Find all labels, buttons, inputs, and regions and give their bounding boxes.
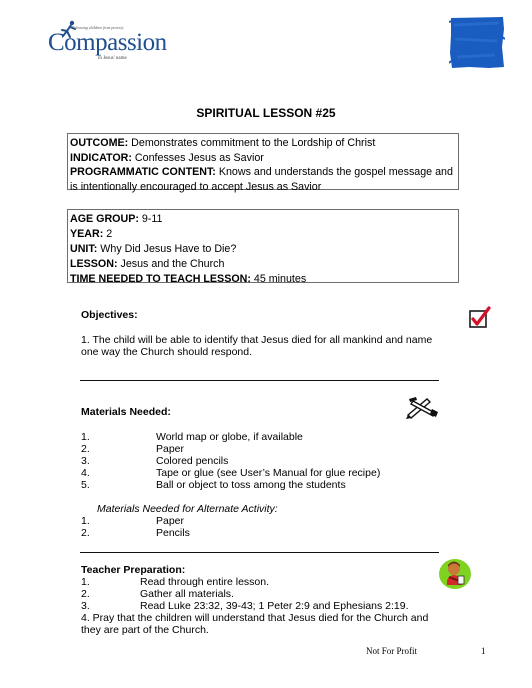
blue-paint-patch bbox=[449, 17, 505, 69]
age-group-value: 9-11 bbox=[138, 213, 163, 225]
outcome-label: OUTCOME: bbox=[70, 137, 129, 149]
programmatic-line bbox=[70, 165, 456, 180]
age-group-line bbox=[70, 212, 456, 227]
objectives-heading: Objectives: bbox=[81, 309, 138, 321]
outcome-box bbox=[67, 133, 459, 193]
item-text: Gather all materials. bbox=[140, 588, 234, 600]
teacher-item-4-line-1: 4. Pray that the children will understand that Jesus died for the Church and bbox=[81, 612, 429, 624]
teacher-avatar-icon bbox=[438, 558, 472, 590]
lesson-line bbox=[70, 257, 456, 272]
logo-tagline: Releasing children from poverty bbox=[72, 25, 124, 30]
indicator-line bbox=[70, 151, 456, 166]
programmatic-label: PROGRAMMATIC CONTENT: bbox=[70, 166, 216, 178]
programmatic-text: Knows and understands the gospel message and bbox=[215, 166, 453, 178]
age-group-label: AGE GROUP: bbox=[70, 213, 139, 225]
lesson-value: Jesus and the Church bbox=[117, 258, 225, 270]
item-text: World map or globe, if available bbox=[156, 431, 303, 443]
item-number: 3. bbox=[81, 455, 90, 467]
page-number: 1 bbox=[481, 646, 486, 656]
unit-value: Why Did Jesus Have to Die? bbox=[97, 243, 237, 255]
programmatic-line-2: is intentionally encouraged to accept Jesus as Savior bbox=[70, 180, 322, 193]
item-number: 2. bbox=[81, 588, 90, 600]
time-line bbox=[70, 272, 456, 287]
materials-heading: Materials Needed: bbox=[81, 406, 171, 418]
lesson-label: LESSON: bbox=[70, 258, 118, 270]
section-divider bbox=[80, 380, 439, 381]
item-number: 3. bbox=[81, 600, 90, 612]
footer-not-for-profit: Not For Profit bbox=[366, 646, 418, 656]
objective-line-1: 1. The child will be able to identify that Jesus died for all mankind and name bbox=[81, 334, 433, 346]
item-number: 4. bbox=[81, 467, 90, 479]
year-line bbox=[70, 227, 456, 242]
unit-line bbox=[70, 242, 456, 257]
outcome-text: Demonstrates commitment to the Lordship of Christ bbox=[128, 137, 376, 149]
year-value: 2 bbox=[103, 228, 113, 240]
logo-subline: in Jesus' name bbox=[98, 56, 127, 61]
item-number: 2. bbox=[81, 527, 90, 539]
time-value: 45 minutes bbox=[250, 273, 307, 285]
indicator-text: Confesses Jesus as Savior bbox=[131, 151, 264, 164]
item-text: Read through entire lesson. bbox=[140, 576, 269, 588]
teacher-prep-heading: Teacher Preparation: bbox=[81, 564, 186, 576]
logo-wordmark: Compassion bbox=[48, 29, 167, 56]
item-number: 1. bbox=[81, 431, 90, 443]
item-number: 5. bbox=[81, 479, 90, 491]
year-label: YEAR: bbox=[70, 228, 104, 240]
item-text: Colored pencils bbox=[156, 455, 229, 467]
item-number: 1. bbox=[81, 515, 90, 527]
indicator-label: INDICATOR: bbox=[70, 151, 132, 164]
compassion-logo bbox=[48, 20, 168, 66]
checkbox-check-icon bbox=[468, 305, 492, 329]
lesson-info-box bbox=[67, 209, 459, 283]
item-text: Tape or glue (see User’s Manual for glue recipe) bbox=[156, 467, 381, 479]
item-text: Read Luke 23:32, 39-43; 1 Peter 2:9 and Ephesians 2:19. bbox=[140, 600, 409, 612]
item-text: Pencils bbox=[156, 527, 190, 539]
objective-line-2: one way the Church should respond. bbox=[81, 346, 253, 358]
item-text: Ball or object to toss among the students bbox=[156, 479, 346, 491]
teacher-item-4-line-2: they are part of the Church. bbox=[81, 624, 209, 636]
page-title: SPIRITUAL LESSON #25 bbox=[196, 106, 336, 120]
item-number: 1. bbox=[81, 576, 90, 588]
pencil-tools-icon bbox=[405, 395, 439, 419]
time-label: TIME NEEDED TO TEACH LESSON: bbox=[70, 273, 251, 285]
unit-label: UNIT: bbox=[70, 243, 98, 255]
outcome-line bbox=[70, 136, 456, 151]
alt-materials-heading: Materials Needed for Alternate Activity: bbox=[97, 503, 278, 515]
item-text: Paper bbox=[156, 515, 185, 527]
item-text: Paper bbox=[156, 443, 185, 455]
item-number: 2. bbox=[81, 443, 90, 455]
section-divider bbox=[80, 552, 439, 553]
